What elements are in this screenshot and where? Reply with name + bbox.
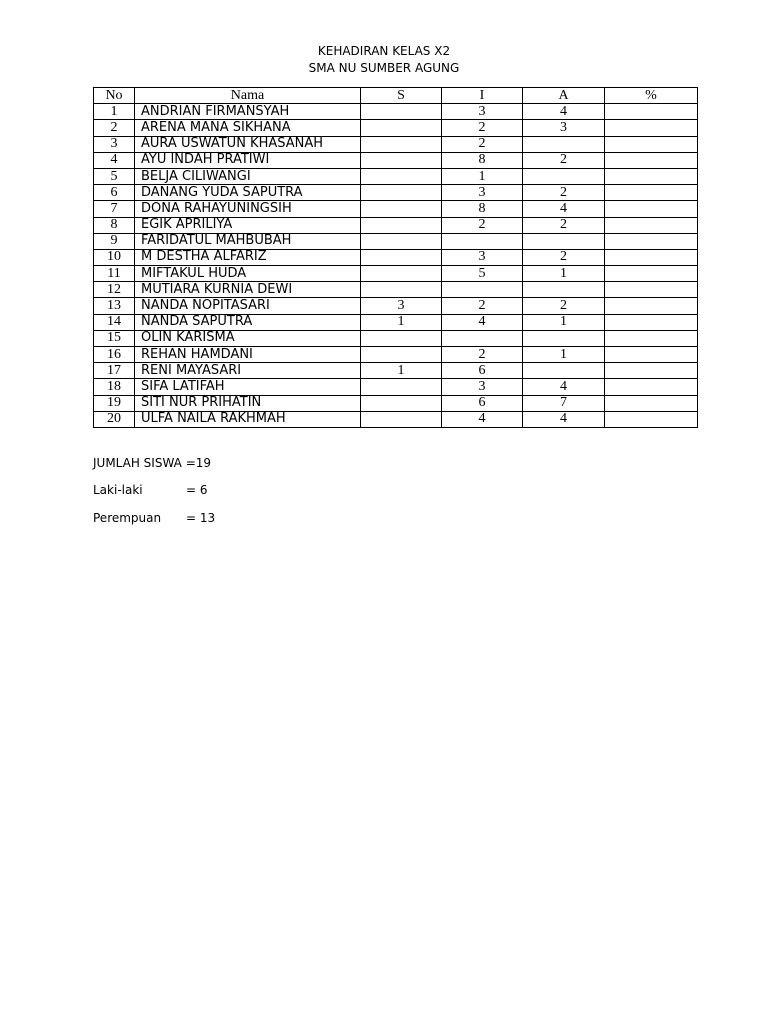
male-label: Laki-laki <box>93 483 143 497</box>
cell-nama: NANDA NOPITASARI <box>135 298 361 314</box>
table-row <box>94 233 698 249</box>
cell-nama: BELJA CILIWANGI <box>135 168 361 184</box>
cell-a: 4 <box>523 201 605 217</box>
cell-s <box>361 266 442 282</box>
table-row <box>94 168 698 184</box>
cell-a: 1 <box>523 314 605 330</box>
cell-nama: RENI MAYASARI <box>135 363 361 379</box>
cell-percent <box>605 314 698 330</box>
cell-s <box>361 347 442 363</box>
cell-nama: REHAN HAMDANI <box>135 347 361 363</box>
cell-percent <box>605 136 698 152</box>
cell-i: 2 <box>442 298 523 314</box>
cell-i: 1 <box>442 168 523 184</box>
cell-a: 2 <box>523 185 605 201</box>
cell-i: 6 <box>442 395 523 411</box>
table-row <box>94 217 698 233</box>
cell-nama: ARENA MANA SIKHANA <box>135 120 361 136</box>
cell-s <box>361 282 442 298</box>
cell-s: 1 <box>361 314 442 330</box>
cell-s <box>361 168 442 184</box>
cell-no: 17 <box>94 363 135 379</box>
cell-nama: MIFTAKUL HUDA <box>135 266 361 282</box>
table-row <box>94 314 698 330</box>
col-header-i: I <box>442 88 523 104</box>
cell-no: 2 <box>94 120 135 136</box>
cell-percent <box>605 330 698 346</box>
cell-no: 14 <box>94 314 135 330</box>
cell-no: 3 <box>94 136 135 152</box>
school-name: SMA NU SUMBER AGUNG <box>308 61 460 75</box>
cell-s: 1 <box>361 363 442 379</box>
total-students: JUMLAH SISWA =19 <box>93 456 212 470</box>
cell-i: 3 <box>442 379 523 395</box>
attendance-table <box>93 87 698 428</box>
cell-no: 6 <box>94 185 135 201</box>
cell-no: 11 <box>94 266 135 282</box>
cell-i: 2 <box>442 347 523 363</box>
cell-nama: SIFA LATIFAH <box>135 379 361 395</box>
cell-percent <box>605 282 698 298</box>
cell-s <box>361 201 442 217</box>
cell-i: 2 <box>442 136 523 152</box>
cell-percent <box>605 152 698 168</box>
cell-s <box>361 217 442 233</box>
table-row <box>94 363 698 379</box>
cell-percent <box>605 104 698 120</box>
cell-nama: ULFA NAILA RAKHMAH <box>135 411 361 427</box>
cell-nama: NANDA SAPUTRA <box>135 314 361 330</box>
cell-nama: DONA RAHAYUNINGSIH <box>135 201 361 217</box>
col-header-no: No <box>94 88 135 104</box>
cell-no: 9 <box>94 233 135 249</box>
table-row <box>94 330 698 346</box>
cell-percent <box>605 233 698 249</box>
male-count <box>93 483 208 497</box>
cell-s <box>361 411 442 427</box>
cell-a <box>523 233 605 249</box>
table-row <box>94 201 698 217</box>
cell-i: 4 <box>442 411 523 427</box>
col-header-nama: Nama <box>135 88 361 104</box>
cell-percent <box>605 120 698 136</box>
cell-nama: DANANG YUDA SAPUTRA <box>135 185 361 201</box>
cell-percent <box>605 266 698 282</box>
cell-a: 4 <box>523 379 605 395</box>
table-header-row <box>94 88 698 104</box>
table-row <box>94 379 698 395</box>
cell-no: 8 <box>94 217 135 233</box>
document-title: KEHADIRAN KELAS X2 <box>317 44 451 58</box>
table-row <box>94 120 698 136</box>
cell-a: 2 <box>523 152 605 168</box>
table-row <box>94 347 698 363</box>
cell-no: 1 <box>94 104 135 120</box>
cell-nama: OLIN KARISMA <box>135 330 361 346</box>
table-row <box>94 104 698 120</box>
cell-a: 3 <box>523 120 605 136</box>
cell-a: 4 <box>523 104 605 120</box>
cell-nama: SITI NUR PRIHATIN <box>135 395 361 411</box>
cell-percent <box>605 411 698 427</box>
cell-s <box>361 104 442 120</box>
cell-i <box>442 282 523 298</box>
cell-percent <box>605 217 698 233</box>
female-count <box>93 511 215 525</box>
table-row <box>94 185 698 201</box>
cell-a <box>523 330 605 346</box>
female-label: Perempuan <box>93 511 162 525</box>
cell-i <box>442 330 523 346</box>
cell-i: 3 <box>442 185 523 201</box>
male-value: = 6 <box>186 483 208 497</box>
col-header-s: S <box>361 88 442 104</box>
cell-no: 7 <box>94 201 135 217</box>
cell-a <box>523 168 605 184</box>
table-row <box>94 266 698 282</box>
cell-i: 4 <box>442 314 523 330</box>
cell-nama: AURA USWATUN KHASANAH <box>135 136 361 152</box>
cell-percent <box>605 379 698 395</box>
cell-nama: M DESTHA ALFARIZ <box>135 249 361 265</box>
cell-a <box>523 136 605 152</box>
cell-percent <box>605 347 698 363</box>
cell-no: 18 <box>94 379 135 395</box>
cell-a: 2 <box>523 249 605 265</box>
cell-a <box>523 282 605 298</box>
cell-i: 2 <box>442 217 523 233</box>
cell-i: 8 <box>442 152 523 168</box>
cell-i: 3 <box>442 249 523 265</box>
cell-no: 19 <box>94 395 135 411</box>
cell-no: 10 <box>94 249 135 265</box>
cell-no: 5 <box>94 168 135 184</box>
cell-nama: EGIK APRILIYA <box>135 217 361 233</box>
cell-no: 20 <box>94 411 135 427</box>
female-value: = 13 <box>186 511 216 525</box>
cell-percent <box>605 201 698 217</box>
cell-a: 1 <box>523 347 605 363</box>
cell-percent <box>605 168 698 184</box>
cell-s: 3 <box>361 298 442 314</box>
table-row <box>94 249 698 265</box>
cell-a: 1 <box>523 266 605 282</box>
cell-nama: MUTIARA KURNIA DEWI <box>135 282 361 298</box>
table-row <box>94 411 698 427</box>
cell-no: 13 <box>94 298 135 314</box>
cell-nama: ANDRIAN FIRMANSYAH <box>135 104 361 120</box>
cell-percent <box>605 298 698 314</box>
cell-a: 2 <box>523 298 605 314</box>
cell-i: 2 <box>442 120 523 136</box>
col-header-percent: % <box>605 88 698 104</box>
cell-i: 3 <box>442 104 523 120</box>
cell-percent <box>605 185 698 201</box>
cell-s <box>361 249 442 265</box>
cell-s <box>361 120 442 136</box>
cell-i <box>442 233 523 249</box>
cell-percent <box>605 249 698 265</box>
cell-s <box>361 136 442 152</box>
cell-i: 6 <box>442 363 523 379</box>
cell-s <box>361 395 442 411</box>
col-header-a: A <box>523 88 605 104</box>
cell-percent <box>605 395 698 411</box>
cell-nama: AYU INDAH PRATIWI <box>135 152 361 168</box>
table-body <box>94 104 698 428</box>
cell-no: 16 <box>94 347 135 363</box>
cell-a: 2 <box>523 217 605 233</box>
table-row <box>94 152 698 168</box>
cell-no: 15 <box>94 330 135 346</box>
cell-a: 7 <box>523 395 605 411</box>
cell-no: 12 <box>94 282 135 298</box>
cell-s <box>361 152 442 168</box>
table-row <box>94 136 698 152</box>
cell-a: 4 <box>523 411 605 427</box>
cell-s <box>361 330 442 346</box>
cell-nama: FARIDATUL MAHBUBAH <box>135 233 361 249</box>
cell-a <box>523 363 605 379</box>
cell-s <box>361 233 442 249</box>
table-row <box>94 298 698 314</box>
cell-no: 4 <box>94 152 135 168</box>
cell-s <box>361 185 442 201</box>
cell-percent <box>605 363 698 379</box>
cell-s <box>361 379 442 395</box>
cell-i: 5 <box>442 266 523 282</box>
cell-i: 8 <box>442 201 523 217</box>
table-row <box>94 282 698 298</box>
table-row <box>94 395 698 411</box>
